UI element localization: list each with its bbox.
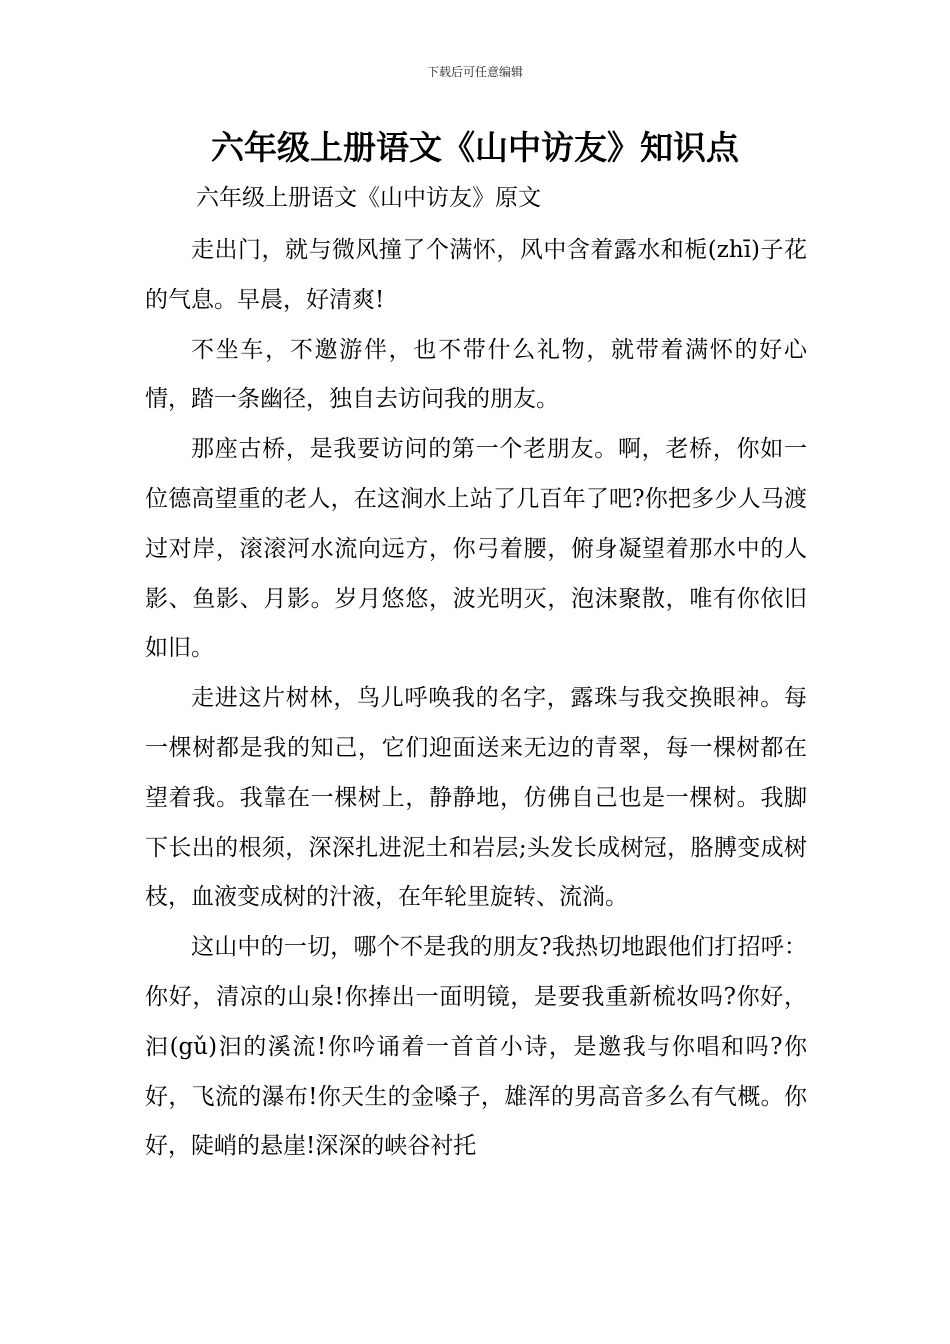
paragraph: 这山中的一切，哪个不是我的朋友?我热切地跟他们打招呼：你好，清凉的山泉!你捧出一面明镜，是要我重新梳妆吗?你好，汩(gǔ)汩的溪流!你吟诵着一首首小诗，是邀我与你唱和吗?你好，飞流的瀑布!你天生的金嗓子，雄浑的男高音多么有气概。你好，陡峭的悬崖!深深的峡谷衬托: [145, 934, 807, 1160]
document-title: 六年级上册语文《山中访友》知识点: [211, 128, 739, 167]
header-note: 下载后可任意编辑: [426, 65, 523, 79]
paragraph: 走出门，就与微风撞了个满怀，风中含着露水和栀(zhī)子花的气息。早晨，好清爽!: [145, 237, 807, 313]
paragraph: 那座古桥，是我要访问的第一个老朋友。啊，老桥，你如一位德高望重的老人，在这涧水上站了几百年了吧?你把多少人马渡过对岸，滚滚河水流向远方，你弓着腰，俯身凝望着那水中的人影、鱼影、月影。岁月悠悠，波光明灭，泡沫聚散，唯有你依旧如旧。: [145, 436, 807, 662]
paragraph: 走进这片树林，鸟儿呼唤我的名字，露珠与我交换眼神。每一棵树都是我的知己，它们迎面送来无边的青翠，每一棵树都在望着我。我靠在一棵树上，静静地，仿佛自己也是一棵树。我脚下长出的根须，深深扎进泥土和岩层;头发长成树冠，胳膊变成树枝，血液变成树的汁液，在年轮里旋转、流淌。: [145, 685, 807, 911]
section-subtitle: 六年级上册语文《山中访友》原文: [196, 185, 541, 211]
article-body: [145, 226, 807, 1172]
paragraph: 不坐车，不邀游伴，也不带什么礼物，就带着满怀的好心情，踏一条幽径，独自去访问我的朋友。: [145, 336, 807, 413]
